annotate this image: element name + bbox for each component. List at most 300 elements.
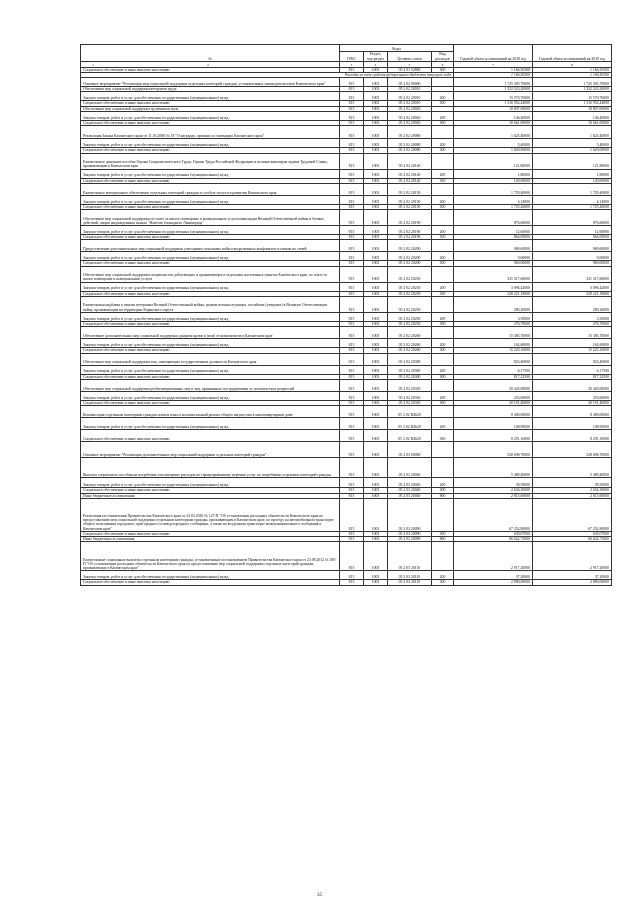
section-code: 1003 [364,571,388,580]
amount-2018: 15 385,70000 [454,327,533,339]
amount-2019: 20 191,40000 [533,400,612,405]
expense-type-code [432,153,454,169]
expense-type-code: 300 [432,67,454,72]
expense-type-code: 300 [432,235,454,240]
section-code: 1003 [364,430,388,442]
target-article-code: 05 2 03 20090 [388,537,432,542]
grbs-code: 815 [340,442,364,458]
expense-type-code [432,183,454,195]
table-row [81,353,612,365]
amount-2018: 20 445,00000 [454,379,533,391]
page-number: 35 [317,893,322,898]
expense-type-code: 300 [432,348,454,353]
table-row [81,210,612,226]
section-code: 1003 [364,478,388,488]
target-article-code: 05 2 02 20020 [388,111,432,120]
row-name: Ежемесячное денежное пособие Героям Социалистического Труда, Героям Труда Российской Федерации и полным кавалерам ордена Трудовой Славы, проживающим в Камчатском крае [81,153,340,169]
target-article-code: 05 2 02 20150 [388,195,432,204]
row-name: Закупка товаров, работ и услуг для обеспечения государственных (муниципальных) нужд [81,169,340,178]
section-code: 1003 [364,537,388,542]
amount-2018: 162,60000 [454,339,533,348]
row-name: Обеспечение мер социальной поддержки по плате за жилое помещение и коммунальные услуги инвалидам Великой Отечественной войны и боевых действий, лицам награжденным знаком "Жителю блокадного Ленинграда" [81,210,340,226]
row-name: Закупка товаров, работ и услуг для обеспечения государственных (муниципальных) нужд [81,282,340,291]
section-code: 1003 [364,67,388,72]
row-name: Обеспечение мер социальной поддержки реабилитированных лиц и лиц, признанных пострадавшими от политических репрессий [81,379,340,391]
table-row [81,111,612,120]
table-row [81,478,612,488]
section-code: 1003 [364,400,388,405]
amount-2018: 3,50000 [454,313,533,322]
row-name: Социальное обеспечение и иные выплаты населению [81,67,340,72]
grbs-code: 815 [340,240,364,252]
section-code: 1003 [364,226,388,235]
section-code: 1003 [364,92,388,101]
expense-type-code: 300 [432,488,454,493]
row-name: Социальное обеспечение и иные выплаты населению [81,204,340,209]
section-code: 1003 [364,87,388,92]
grbs-code: 815 [340,92,364,101]
row-name: Иные бюджетные ассигнования [81,493,340,498]
amount-2018: 10 807,00000 [454,106,533,111]
grbs-code: 815 [340,111,364,120]
header-year-2019: Годовой объем ассигнований на 2019 год [533,45,612,62]
target-article-code: 05 2 03 20110 [388,580,432,585]
column-number: 8 [533,62,612,68]
expense-type-code [432,297,454,313]
grbs-code: 815 [340,374,364,379]
table-row [81,252,612,261]
target-article-code: 05 2 02 20230 [388,282,432,291]
row-name: Социальное обеспечение и иные выплаты населению [81,291,340,296]
target-article-code: 05 2 02 20260 [388,339,432,348]
row-name: Социальное обеспечение и иные выплаты населению [81,348,340,353]
section-code: 1003 [364,261,388,266]
row-name: Социальное обеспечение и иные выплаты населению [81,235,340,240]
column-number: 4 [364,62,388,68]
grbs-code: 815 [340,379,364,391]
target-article-code: 05 2 03 20110 [388,542,432,571]
table-row [81,391,612,400]
expense-type-code [432,327,454,339]
row-name: Обеспечение мер социальной поддержки ветеранов труда [81,87,340,92]
section-code: 1003 [364,442,388,458]
expense-type-code [432,498,454,531]
row-name: Компенсация отдельным категориям граждан оплаты взноса на капитальный ремонт общего имущества в многоквартирном доме [81,406,340,418]
grbs-code: 815 [340,235,364,240]
amount-2019: 108,90000 [533,418,612,430]
row-name: Социальное обеспечение и иные выплаты населению [81,120,340,125]
row-name: Социальное обеспечение и иные выплаты населению [81,322,340,327]
amount-2019: 121,80000 [533,153,612,169]
expense-type-code: 200 [432,226,454,235]
expense-type-code: 300 [432,580,454,585]
amount-y1: 1 166,50300 [454,72,533,77]
table-row [81,406,612,418]
amount-2019: 823,40000 [533,353,612,365]
amount-2019: 331 317,60000 [533,266,612,282]
section-code: 1003 [364,353,388,365]
target-article-code: 05 2 02 20140 [388,169,432,178]
section-code: 1003 [364,406,388,418]
expense-type-code: 200 [432,282,454,291]
amount-2019: 3,50000 [533,313,612,322]
row-name: Социальное обеспечение и иные выплаты населению [81,148,340,153]
grbs-code: 815 [340,126,364,139]
amount-2019: 817,22500 [533,374,612,379]
amount-2018: 2 634,30000 [454,488,533,493]
amount-2018: 20 191,40000 [454,400,533,405]
section-code: 1003 [364,148,388,153]
amount-2019: 280,20000 [533,297,612,313]
grbs-code: 815 [340,313,364,322]
grbs-code: 815 [340,169,364,178]
expense-type-code: 200 [432,139,454,148]
table-row [81,442,612,458]
section-code: 1003 [364,101,388,106]
target-article-code: 05 2 02 20150 [388,183,432,195]
expense-type-code: 200 [432,478,454,488]
grbs-code: 815 [340,297,364,313]
section-code: 1003 [364,348,388,353]
target-article-code: 05 2 03 20090 [388,531,432,536]
section-code: 1003 [364,106,388,111]
target-article-code: 05 2 02 00000 [388,78,432,87]
grbs-code: 815 [340,139,364,148]
amount-2019: 6,17500 [533,365,612,374]
grbs-code: 815 [340,106,364,111]
row-name: Закупка товаров, работ и услуг для обеспечения государственных (муниципальных) нужд [81,252,340,261]
grbs-code: 815 [340,458,364,478]
row-name: Ежемесячная надбавка к пенсии ветеранам Великой Отечественной войны, вдовам военнослужащих, погибших (умерших) в Великую Отечественную войну, проживающим на территории Корякского округа [81,297,340,313]
target-article-code: 05 2 03 20040 [388,493,432,498]
section-code: 1003 [364,183,388,195]
amount-2018: 121,80000 [454,153,533,169]
row-name: Реализация постановления Правительства Камчатского края от 23.03.2010 № 127-П "Об установлении расходных обязательств Камчатского края по предоставлению мер социальной поддержки отдельным категориям граждан, проживающим в Камчатском крае, по проезду на автомобильном транспорте общего пользования городского, пригородного и междугородного сообщения, а также на воздушном транспорте межмуниципального сообщения в Камчатском крае" [81,498,340,531]
section-code: 1003 [364,195,388,204]
amount-2018: 2 917,20000 [454,542,533,571]
amount-2018: 39,50000 [454,478,533,488]
grbs-code: 815 [340,261,364,266]
target-article-code: 05 2 02 20010 [388,101,432,106]
amount-2018: 3 096,42000 [454,282,533,291]
column-number: 2 [207,62,209,67]
expense-type-code: 200 [432,111,454,120]
section-code: 1003 [364,313,388,322]
amount-2018: 328 221,18000 [454,291,533,296]
section-code: 1003 [364,391,388,400]
row-name: Основное мероприятие "Реализация дополнительных мер социальной поддержки отдельных категорий граждан" [81,442,340,458]
column-number: 3 [340,62,364,68]
table-row [81,571,612,580]
row-name: Закупка товаров, работ и услуг для обеспечения государственных (муниципальных) нужд [81,418,340,430]
grbs-code: 815 [340,365,364,374]
row-name: Закупка товаров, работ и услуг для обеспечения государственных (муниципальных) нужд [81,195,340,204]
grbs-code: 815 [340,153,364,169]
target-article-code: 05 2 02 R4620 [388,418,432,430]
grbs-code: 815 [340,488,364,493]
amount-2019: 528 698,70000 [533,442,612,458]
grbs-code: 815 [340,67,364,72]
expense-type-code [432,379,454,391]
amount-2019: 1 166,50300 [533,67,612,72]
target-article-code: 05 2 02 20140 [388,153,432,169]
section-code: 1003 [364,542,388,571]
grbs-code: 815 [340,580,364,585]
target-article-code: 05 2 02 20230 [388,266,432,282]
amount-2019: 15 385,70000 [533,327,612,339]
target-article-code: 05 2 03 20110 [388,571,432,580]
header-num: № [81,45,340,62]
section-code: 1003 [364,139,388,148]
amount-2019: 253,60000 [533,391,612,400]
target-article-code: 05 2 02 R4620 [388,430,432,442]
column-number: 1 [92,62,94,67]
expense-type-code: 300 [432,430,454,442]
target-article-code: 05 2 02 20300 [388,374,432,379]
table-row [81,297,612,313]
table-row [81,226,612,235]
section-code: 1003 [364,282,388,291]
section-code: 1003 [364,365,388,374]
grbs-code: 815 [340,195,364,204]
target-article-code: 05 2 03 20040 [388,488,432,493]
expense-type-code: 300 [432,374,454,379]
table-row [81,313,612,322]
amount-2018: 331 317,60000 [454,266,533,282]
grbs-code: 815 [340,493,364,498]
target-article-code: 05 2 02 R4620 [388,406,432,418]
grbs-code: 815 [340,101,364,106]
target-article-code: 05 2 02 20200 [388,240,432,252]
section-code: 1003 [364,493,388,498]
grbs-code: 815 [340,542,364,571]
target-article-code: 05 2 02 20190 [388,226,432,235]
expense-type-code: 200 [432,195,454,204]
amount-2019: 1 332 523,20000 [533,87,612,92]
table-row [81,183,612,195]
amount-2019: 3 096,42000 [533,282,612,291]
expense-type-code [432,210,454,226]
row-name: Обеспечение мер социальной поддержки специалистов, работающих и проживающих в отдельных населенных пунктах Камчатского края, по плате за жилое помещение и коммунальные услуги [81,266,340,282]
amount-2019: 146,40000 [533,111,612,120]
table-row [81,126,612,139]
amount-2019: 10 661,00000 [533,120,612,125]
amount-2019: 328 221,18000 [533,291,612,296]
row-name: Ежемесячное материальное обеспечение отдельных категорий граждан за особые заслуги в развитии Камчатского края [81,183,340,195]
amount-2019: 5 489,40000 [533,458,612,478]
row-name: Закупка товаров, работ и услуг для обеспечения государственных (муниципальных) нужд [81,111,340,120]
target-article-code: 05 2 02 20330 [388,391,432,400]
table-row [81,327,612,339]
amount-2018: 280,20000 [454,297,533,313]
amount-y2: 1 166,50300 [533,72,612,77]
table-row [81,580,612,585]
section-code: 1003 [364,169,388,178]
target-article-code: 05 2 02 20080 [388,139,432,148]
table-row [81,339,612,348]
amount-2018: 253,60000 [454,391,533,400]
amount-2018: 15 570,76000 [454,92,533,101]
table-row [81,430,612,442]
amount-2019: 120,00000 [533,178,612,183]
amount-2018: 1 620,00000 [454,148,533,153]
target-article-code: 05 2 02 20010 [388,92,432,101]
grbs-code: 815 [340,148,364,153]
expense-type-code: 300 [432,322,454,327]
section-code: 1003 [364,322,388,327]
amount-2019: 10 807,00000 [533,106,612,111]
column-number: 7 [454,62,533,68]
expense-type-code: 200 [432,391,454,400]
amount-2019: 1 725 305,70000 [533,78,612,87]
section-code: 1003 [364,120,388,125]
expense-type-code: 200 [432,252,454,261]
amount-2018: 5 489,40000 [454,458,533,478]
row-name: Социальное обеспечение и иные выплаты населению [81,531,340,536]
target-article-code: 05 2 02 20260 [388,348,432,353]
amount-2018: 528 698,70000 [454,442,533,458]
amount-2019: 8 291,10000 [533,430,612,442]
amount-2019: 2 880,00000 [533,580,612,585]
grbs-code: 815 [340,430,364,442]
row-name: Обеспечение мер социальной поддержки тружеников тыла [81,106,340,111]
expense-type-code: 200 [432,169,454,178]
grbs-code: 815 [340,339,364,348]
table-body [81,62,612,586]
row-name: Обеспечение мер социальной поддержки лиц, замещающих государственные должности Камчатского края [81,353,340,365]
section-code: 1003 [364,210,388,226]
amount-2018: 6,17500 [454,365,533,374]
amount-2019: 39,50000 [533,478,612,488]
amount-2019: 1,80000 [533,169,612,178]
amount-2018: 8 400,00000 [454,406,533,418]
section-code: 1003 [364,78,388,87]
section-code: 1003 [364,580,388,585]
amount-2018: 10 661,00000 [454,120,533,125]
target-article-code: 05 2 03 20040 [388,478,432,488]
table-row [81,498,612,531]
amount-2018: 864,00000 [454,235,533,240]
target-article-code: 05 2 02 20250 [388,322,432,327]
grbs-code: 815 [340,120,364,125]
target-article-code: 05 2 02 20020 [388,106,432,111]
row-name: Закупка товаров, работ и услуг для обеспечения государственных (муниципальных) нужд [81,571,340,580]
section-code: 1003 [364,339,388,348]
table-row [81,365,612,374]
section-code: 1003 [364,327,388,339]
row-name: Закупка товаров, работ и услуг для обеспечения государственных (муниципальных) нужд [81,339,340,348]
amount-2018: 630,07000 [454,531,533,536]
header-codes: Коды [340,45,454,52]
row-name: Закупка товаров, работ и услуг для обеспечения государственных (муниципальных) нужд [81,365,340,374]
expense-type-code: 300 [432,204,454,209]
section-code: 1003 [364,498,388,531]
table-row [81,78,612,87]
expense-type-code [432,458,454,478]
header-year-2018: Годовой объем ассигнований на 2018 год [454,45,533,62]
table-row [81,240,612,252]
amount-2018: 108,90000 [454,418,533,430]
target-article-code: 05 2 02 20260 [388,327,432,339]
row-name: Социальное обеспечение и иные выплаты населению [81,101,340,106]
amount-2019: 66 622,73000 [533,537,612,542]
table-row [81,418,612,430]
amount-2019: 37,20000 [533,571,612,580]
header-vr: Вид расходов [432,52,454,62]
target-article-code: 05 2 02 20330 [388,400,432,405]
row-name: Социальное обеспечение и иные выплаты населению [81,400,340,405]
table-row [81,458,612,478]
expense-type-code: 800 [432,493,454,498]
table-row [81,153,612,169]
grbs-code: 815 [340,78,364,87]
grbs-code: 815 [340,571,364,580]
amount-2019: 20 445,00000 [533,379,612,391]
target-article-code: 05 2 02 20200 [388,261,432,266]
target-article-code: 05 2 02 20200 [388,252,432,261]
column-number: 6 [432,62,454,68]
grbs-code: 815 [340,327,364,339]
target-article-code: 05 2 02 20020 [388,120,432,125]
header-csr: Целевая статья [388,52,432,62]
section-code: 1003 [364,178,388,183]
grbs-code: 815 [340,252,364,261]
amount-2018: 1 166,50300 [454,67,533,72]
row-name: Основное мероприятие "Реализация мер социальной поддержки отдельных категорий граждан, установленных законодательством Камчатского края" [81,78,340,87]
table-row [81,195,612,204]
target-article-code: 05 2 02 20250 [388,297,432,313]
section-code: 1003 [364,531,388,536]
row-name: Закупка товаров, работ и услуг для обеспечения государственных (муниципальных) нужд [81,478,340,488]
target-article-code: 05 2 02 20190 [388,210,432,226]
table-row [81,139,612,148]
grbs-code: 815 [340,226,364,235]
expense-type-code [432,126,454,139]
amount-2019: 8 400,00000 [533,406,612,418]
amount-2019: 162,60000 [533,339,612,348]
amount-2018: 67 252,80000 [454,498,533,531]
row-name: Реализация Закона Камчатского края от 11.03.2008 № 18 "О наградах, премиях и стипендиях Камчатского края" [81,126,340,139]
section-code: 1003 [364,379,388,391]
grbs-code: 815 [340,406,364,418]
grbs-code: 815 [340,87,364,92]
section-code: 1003 [364,458,388,478]
row-name: Социальное обеспечение и иные выплаты населению [81,374,340,379]
table-row [81,542,612,571]
column-number [81,62,340,68]
row-name: Предоставление дополнительных мер социальной поддержки участникам локальных войн и вооруженных конфликтов и членам их семей [81,240,340,252]
amount-2018: 8 291,10000 [454,430,533,442]
target-article-code: 05 2 02 20250 [388,313,432,322]
amount-2018: 15 223,10000 [454,348,533,353]
section-code: 1003 [364,297,388,313]
expense-type-code [432,542,454,571]
row-name: Закупка товаров, работ и услуг для обеспечения государственных (муниципальных) нужд [81,391,340,400]
grbs-code: 815 [340,353,364,365]
grbs-code: 815 [340,531,364,536]
expense-type-code: 800 [432,537,454,542]
expense-type-code [432,266,454,282]
expense-type-code: 200 [432,339,454,348]
amount-2018: 1,80000 [454,169,533,178]
amount-2019: 2 917,20000 [533,542,612,571]
amount-2019: 67 252,80000 [533,498,612,531]
expense-type-code: 300 [432,178,454,183]
expense-type-code: 200 [432,313,454,322]
budget-table [80,44,612,586]
row-name: Социальное обеспечение и иные выплаты населению [81,178,340,183]
amount-2018: 1 729,40000 [454,183,533,195]
